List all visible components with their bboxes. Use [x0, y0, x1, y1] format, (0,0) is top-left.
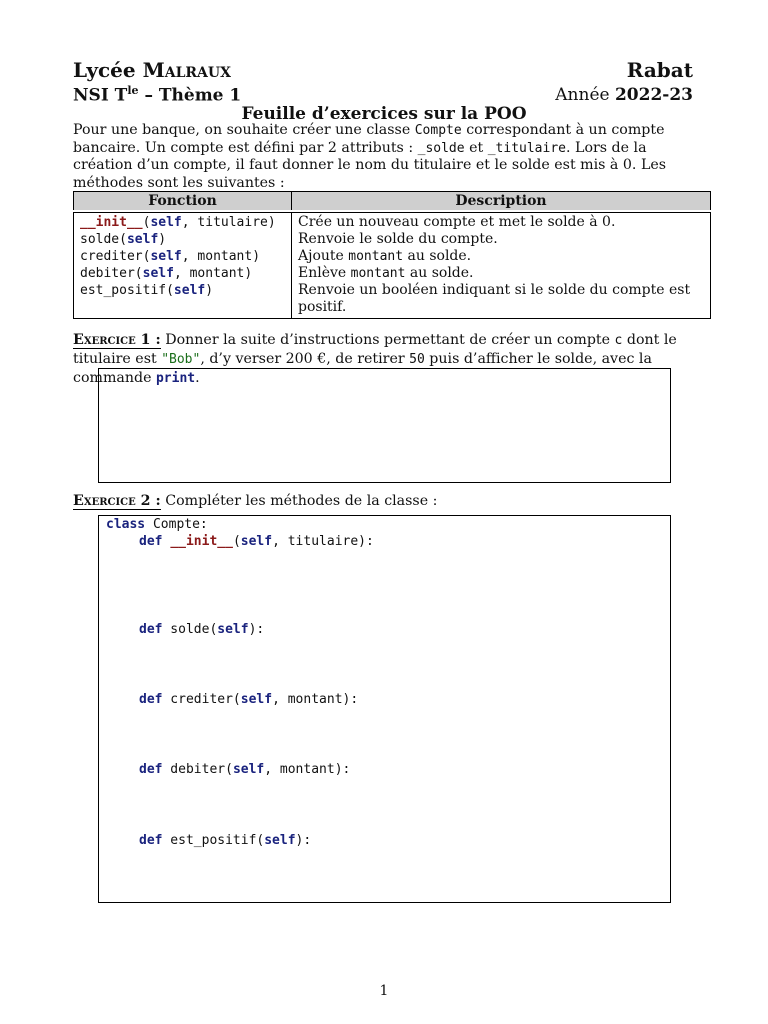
- code-crediter-line: def crediter(self, montant):: [139, 692, 359, 707]
- page-number: 1: [379, 983, 389, 999]
- code-solde-line: def solde(self):: [139, 622, 265, 637]
- table-row: __init__(self, titulaire) Crée un nouveau compte et met le solde à 0.: [74, 213, 711, 232]
- code-init-line: def __init__(self, titulaire):: [139, 534, 374, 549]
- methods-table: [73, 191, 711, 319]
- header-fonction: Fonction: [74, 192, 292, 211]
- code-est-positif-line: def est_positif(self):: [139, 833, 312, 848]
- class-theme: NSI $T^{le}$ – Thème 1: [73, 84, 242, 106]
- exercise-2-code-box[interactable]: [98, 515, 671, 903]
- school-name: Lycée Malraux: [73, 58, 231, 82]
- exercise-2-prompt: Exercice 2 : Compléter les méthodes de la classe :: [73, 493, 438, 509]
- table-row: debiter(self, montant) Enlève montant au solde.: [74, 265, 711, 282]
- table-row: crediter(self, montant) Ajoute montant au solde.: [74, 248, 711, 265]
- header-description: Description: [292, 192, 711, 211]
- table-row: solde(self) Renvoie le solde du compte.: [74, 231, 711, 248]
- code-class-line: class Compte:: [106, 517, 208, 532]
- exercise-1-label: Exercice 1 :: [73, 332, 161, 348]
- table-header-row: [74, 192, 711, 211]
- table-row: est_positif(self) Renvoie un booléen indiquant si le solde du compte est positif.: [74, 282, 711, 319]
- page-title: Feuille d’exercices sur la POO: [241, 104, 527, 124]
- city: Rabat: [626, 58, 693, 82]
- exercise-1-prompt: Exercice 1 : Donner la suite d’instructions permettant de créer un compte c dont le titulaire est "Bob", d’y verser 200 €, de retirer 50 puis d’afficher le solde, avec la commande print.: [73, 332, 677, 386]
- exercise-2-label: Exercice 2 :: [73, 493, 161, 509]
- code-debiter-line: def debiter(self, montant):: [139, 762, 351, 777]
- intro-paragraph: Pour une banque, on souhaite créer une classe Compte correspondant à un compte bancaire. Un compte est défini par 2 attributs : _solde et _titulaire. Lors de la création d’un compte, il faut donner le nom du titulaire et le solde est mis à 0. Les méthodes sont les suivantes :: [73, 122, 667, 191]
- exercise-1-answer-box[interactable]: [98, 368, 671, 483]
- school-year: Année 2022-23: [555, 85, 693, 105]
